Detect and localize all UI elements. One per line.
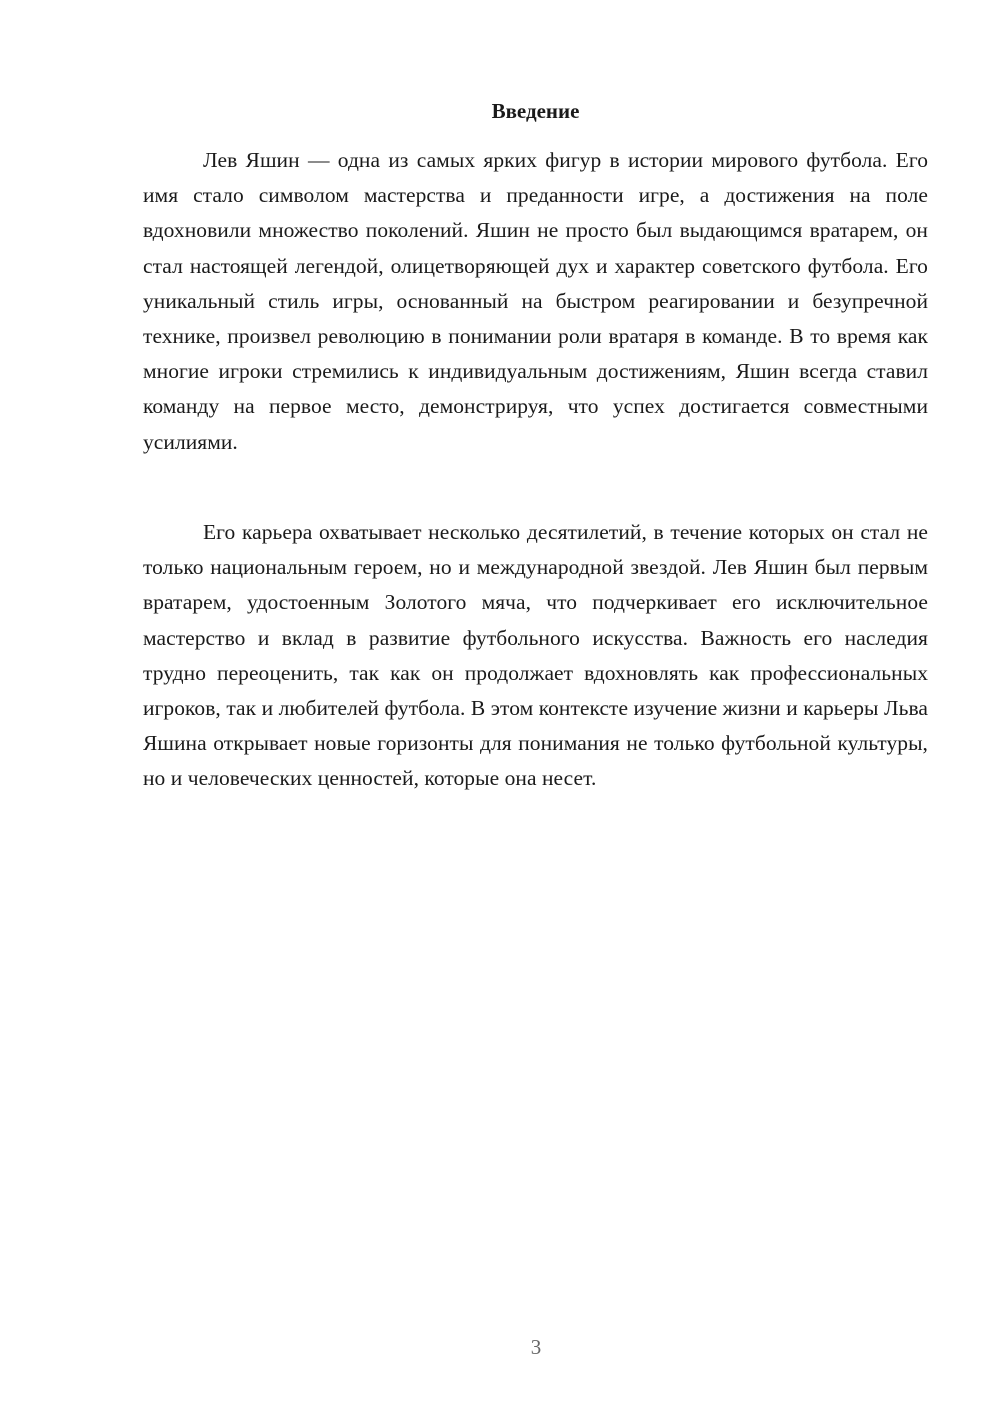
paragraph-2: Его карьера охватывает несколько десятилетий, в течение которых он стал не только национальным героем, но и международной звездой. Лев Яшин был первым вратарем, удостоенным Золотого мяча, что подчеркивает его исключительное мастерство и вклад в развитие футбольного искусства. Важность его наследия трудно переоценить, так как он продолжает вдохновлять как профессиональных игроков, так и любителей футбола. В этом контексте изучение жизни и карьеры Льва Яшина открывает новые горизонты для понимания не только футбольной культуры, но и человеческих ценностей, которые она несет. — [143, 520, 928, 791]
page-number: 3 — [530, 1335, 542, 1359]
section-heading: Введение — [491, 99, 580, 123]
paragraph-1: Лев Яшин — одна из самых ярких фигур в истории мирового футбола. Его имя стало символом мастерства и преданности игре, а достижения на поле вдохновили множество поколений. Яшин не просто был выдающимся вратарем, он стал настоящей легендой, олицетворяющей дух и характер советского футбола. Его уникальный стиль игры, основанный на быстром реагировании и безупречной технике, произвел революцию в понимании роли вратаря в команде. В то время как многие игроки стремились к индивидуальным достижениям, Яшин всегда ставил команду на первое место, демонстрируя, что успех достигается совместными усилиями. — [143, 148, 928, 454]
